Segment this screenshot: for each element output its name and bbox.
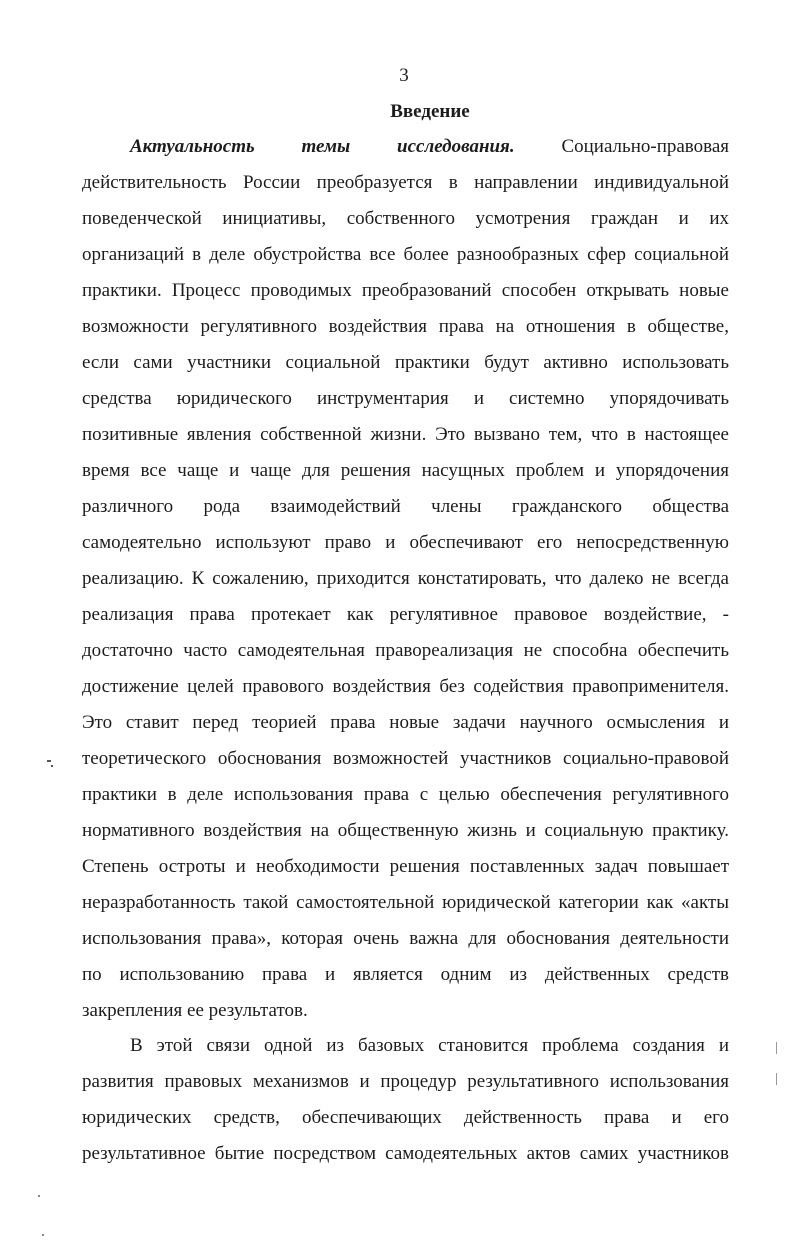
text-line: практики. Процесс проводимых преобразований способен открывать новые <box>82 280 729 301</box>
text-line: В этой связи одной из базовых становится проблема создания и <box>130 1035 729 1056</box>
text-line: развития правовых механизмов и процедур результативного использования <box>82 1071 729 1092</box>
text-line: поведенческой инициативы, собственного усмотрения граждан и их <box>82 208 729 229</box>
text-line: практики в деле использования права с целью обеспечения регулятивного <box>82 784 729 805</box>
lead-word-1: Актуальность <box>130 136 255 157</box>
first-line-rest: Социально-правовая <box>561 136 730 157</box>
text-line: возможности регулятивного воздействия права на отношения в обществе, <box>82 316 729 337</box>
scan-mark <box>47 760 51 762</box>
text-line: результативное бытие посредством самодеятельных актов самих участников <box>82 1143 729 1164</box>
text-line: организаций в деле обустройства все более разнообразных сфер социальной <box>82 244 729 265</box>
text-line: позитивные явления собственной жизни. Это вызвано тем, что в настоящее <box>82 424 729 445</box>
page-number: 3 <box>399 65 409 86</box>
text-line: нормативного воздействия на общественную жизнь и социальную практику. <box>82 820 729 841</box>
text-line: теоретического обоснования возможностей участников социально-правовой <box>82 748 729 769</box>
text-line: средства юридического инструментария и системно упорядочивать <box>82 388 729 409</box>
scan-mark <box>776 1042 777 1054</box>
scan-mark <box>38 1195 40 1197</box>
lead-word-3: исследования. <box>397 136 515 157</box>
scan-mark <box>51 765 53 767</box>
text-line: различного рода взаимодействий члены гражданского общества <box>82 496 729 517</box>
paragraph-1-line-1 <box>130 134 729 160</box>
text-line: закрепления ее результатов. <box>82 1000 308 1021</box>
text-line: неразработанность такой самостоятельной юридической категории как «акты <box>82 892 729 913</box>
text-line: юридических средств, обеспечивающих действенность права и его <box>82 1107 729 1128</box>
section-heading: Введение <box>390 101 470 122</box>
text-line: время все чаще и чаще для решения насущных проблем и упорядочения <box>82 460 729 481</box>
scan-mark <box>776 1073 777 1085</box>
text-line: достижение целей правового воздействия без содействия правоприменителя. <box>82 676 729 697</box>
text-line: использования права», которая очень важна для обоснования деятельности <box>82 928 729 949</box>
lead-word-2: темы <box>301 136 351 157</box>
text-line: реализация права протекает как регулятивное правовое воздействие, - <box>82 604 729 625</box>
text-line: Степень остроты и необходимости решения поставленных задач повышает <box>82 856 729 877</box>
text-line: Это ставит перед теорией права новые задачи научного осмысления и <box>82 712 729 733</box>
scan-mark <box>42 1234 44 1236</box>
text-line: действительность России преобразуется в направлении индивидуальной <box>82 172 729 193</box>
text-line: по использованию права и является одним из действенных средств <box>82 964 729 985</box>
text-line: если сами участники социальной практики будут активно использовать <box>82 352 729 373</box>
text-line: реализацию. К сожалению, приходится констатировать, что далеко не всегда <box>82 568 729 589</box>
text-line: самодеятельно используют право и обеспечивают его непосредственную <box>82 532 729 553</box>
text-line: достаточно часто самодеятельная правореализация не способна обеспечить <box>82 640 729 661</box>
